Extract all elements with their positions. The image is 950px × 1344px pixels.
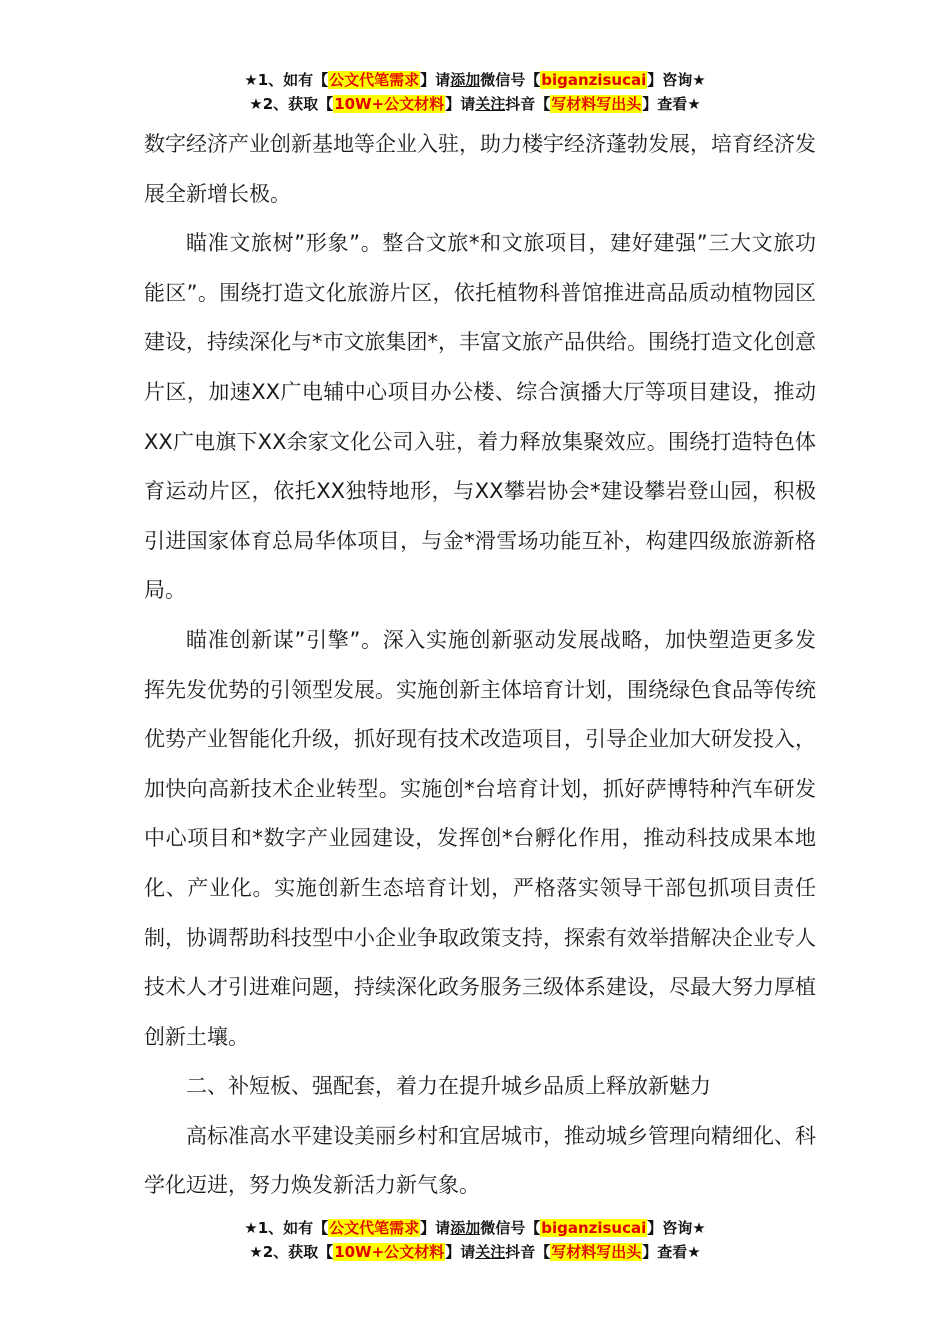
banner-text: 微信号【: [480, 71, 541, 89]
banner-text: 】查看★: [642, 95, 701, 113]
section-heading: 二、补短板、强配套，着力在提升城乡品质上释放新魅力: [186, 1074, 711, 1099]
paragraph: 瞄准文旅树”形象”。整合文旅*和文旅项目，建好建强”三大文旅功能区”。围绕打造文化旅游片区，依托植物科普馆推进高品质动植物园区建设，持续深化与*市文旅集团*，丰富文旅产品供给。围绕打造文化创意片区，加速XX广电辅中心项目办公楼、综合演播大厅等项目建设，推动XX广电旗下XX余家文化公司入驻，着力释放集聚效应。围绕打造特色体育运动片区，依托XX独特地形，与XX攀岩协会*建设攀岩登山园，积极引进国家体育总局华体项目，与金*滑雪场功能互补，构建四级旅游新格局。: [144, 231, 816, 603]
banner-text: 】咨询★: [647, 71, 706, 89]
banner-line-1: [0, 1216, 950, 1240]
banner-text: 】请: [445, 95, 476, 113]
banner-text: 】请: [445, 1243, 476, 1261]
banner-underlined: 添加: [450, 1219, 481, 1237]
banner-text: 】咨询★: [647, 1219, 706, 1237]
banner-underlined: 关注: [475, 1243, 506, 1261]
paragraph: 高标准高水平建设美丽乡村和宜居城市，推动城乡管理向精细化、科学化迈进，努力焕发新活力新气象。: [144, 1123, 816, 1198]
document-body: [144, 120, 816, 1211]
banner-highlight: biganzisucai: [541, 1219, 647, 1237]
banner-highlight: 公文代笔需求: [329, 1219, 420, 1237]
banner-highlight: biganzisucai: [541, 71, 647, 89]
banner-text: 】请: [420, 1219, 451, 1237]
banner-text: ★2、获取【: [249, 95, 334, 113]
banner-line-2: [0, 1240, 950, 1264]
banner-highlight: 写材料写出头: [551, 95, 642, 113]
banner-highlight: 写材料写出头: [551, 1243, 642, 1261]
banner-text: ★1、如有【: [244, 71, 329, 89]
banner-text: 抖音【: [505, 1243, 551, 1261]
paragraph: 数字经济产业创新基地等企业入驻，助力楼宇经济蓬勃发展，培育经济发展全新增长极。: [144, 132, 816, 206]
banner-line-1: [0, 68, 950, 92]
banner-text: 微信号【: [480, 1219, 541, 1237]
banner-highlight: 10W+公文材料: [334, 1243, 445, 1261]
banner-highlight: 公文代笔需求: [329, 71, 420, 89]
header-banner: [0, 68, 950, 116]
banner-text: ★1、如有【: [244, 1219, 329, 1237]
banner-highlight: 10W+公文材料: [334, 95, 445, 113]
banner-text: ★2、获取【: [249, 1243, 334, 1261]
footer-banner: [0, 1216, 950, 1264]
banner-line-2: [0, 92, 950, 116]
banner-text: 】请: [420, 71, 451, 89]
banner-text: 抖音【: [505, 95, 551, 113]
banner-underlined: 关注: [475, 95, 506, 113]
paragraph: 瞄准创新谋”引擎”。深入实施创新驱动发展战略，加快塑造更多发挥先发优势的引领型发展。实施创新主体培育计划，围绕绿色食品等传统优势产业智能化升级，抓好现有技术改造项目，引导企业加大研发投入，加快向高新技术企业转型。实施创*台培育计划，抓好萨博特种汽车研发中心项目和*数字产业园建设，发挥创*台孵化作用，推动科技成果本地化、产业化。实施创新生态培育计划，严格落实领导干部包抓项目责任制，协调帮助科技型中小企业争取政策支持，探索有效举措解决企业专人技术人才引进难问题，持续深化政务服务三级体系建设，尽最大努力厚植创新土壤。: [144, 627, 816, 1049]
banner-text: 】查看★: [642, 1243, 701, 1261]
banner-underlined: 添加: [450, 71, 481, 89]
